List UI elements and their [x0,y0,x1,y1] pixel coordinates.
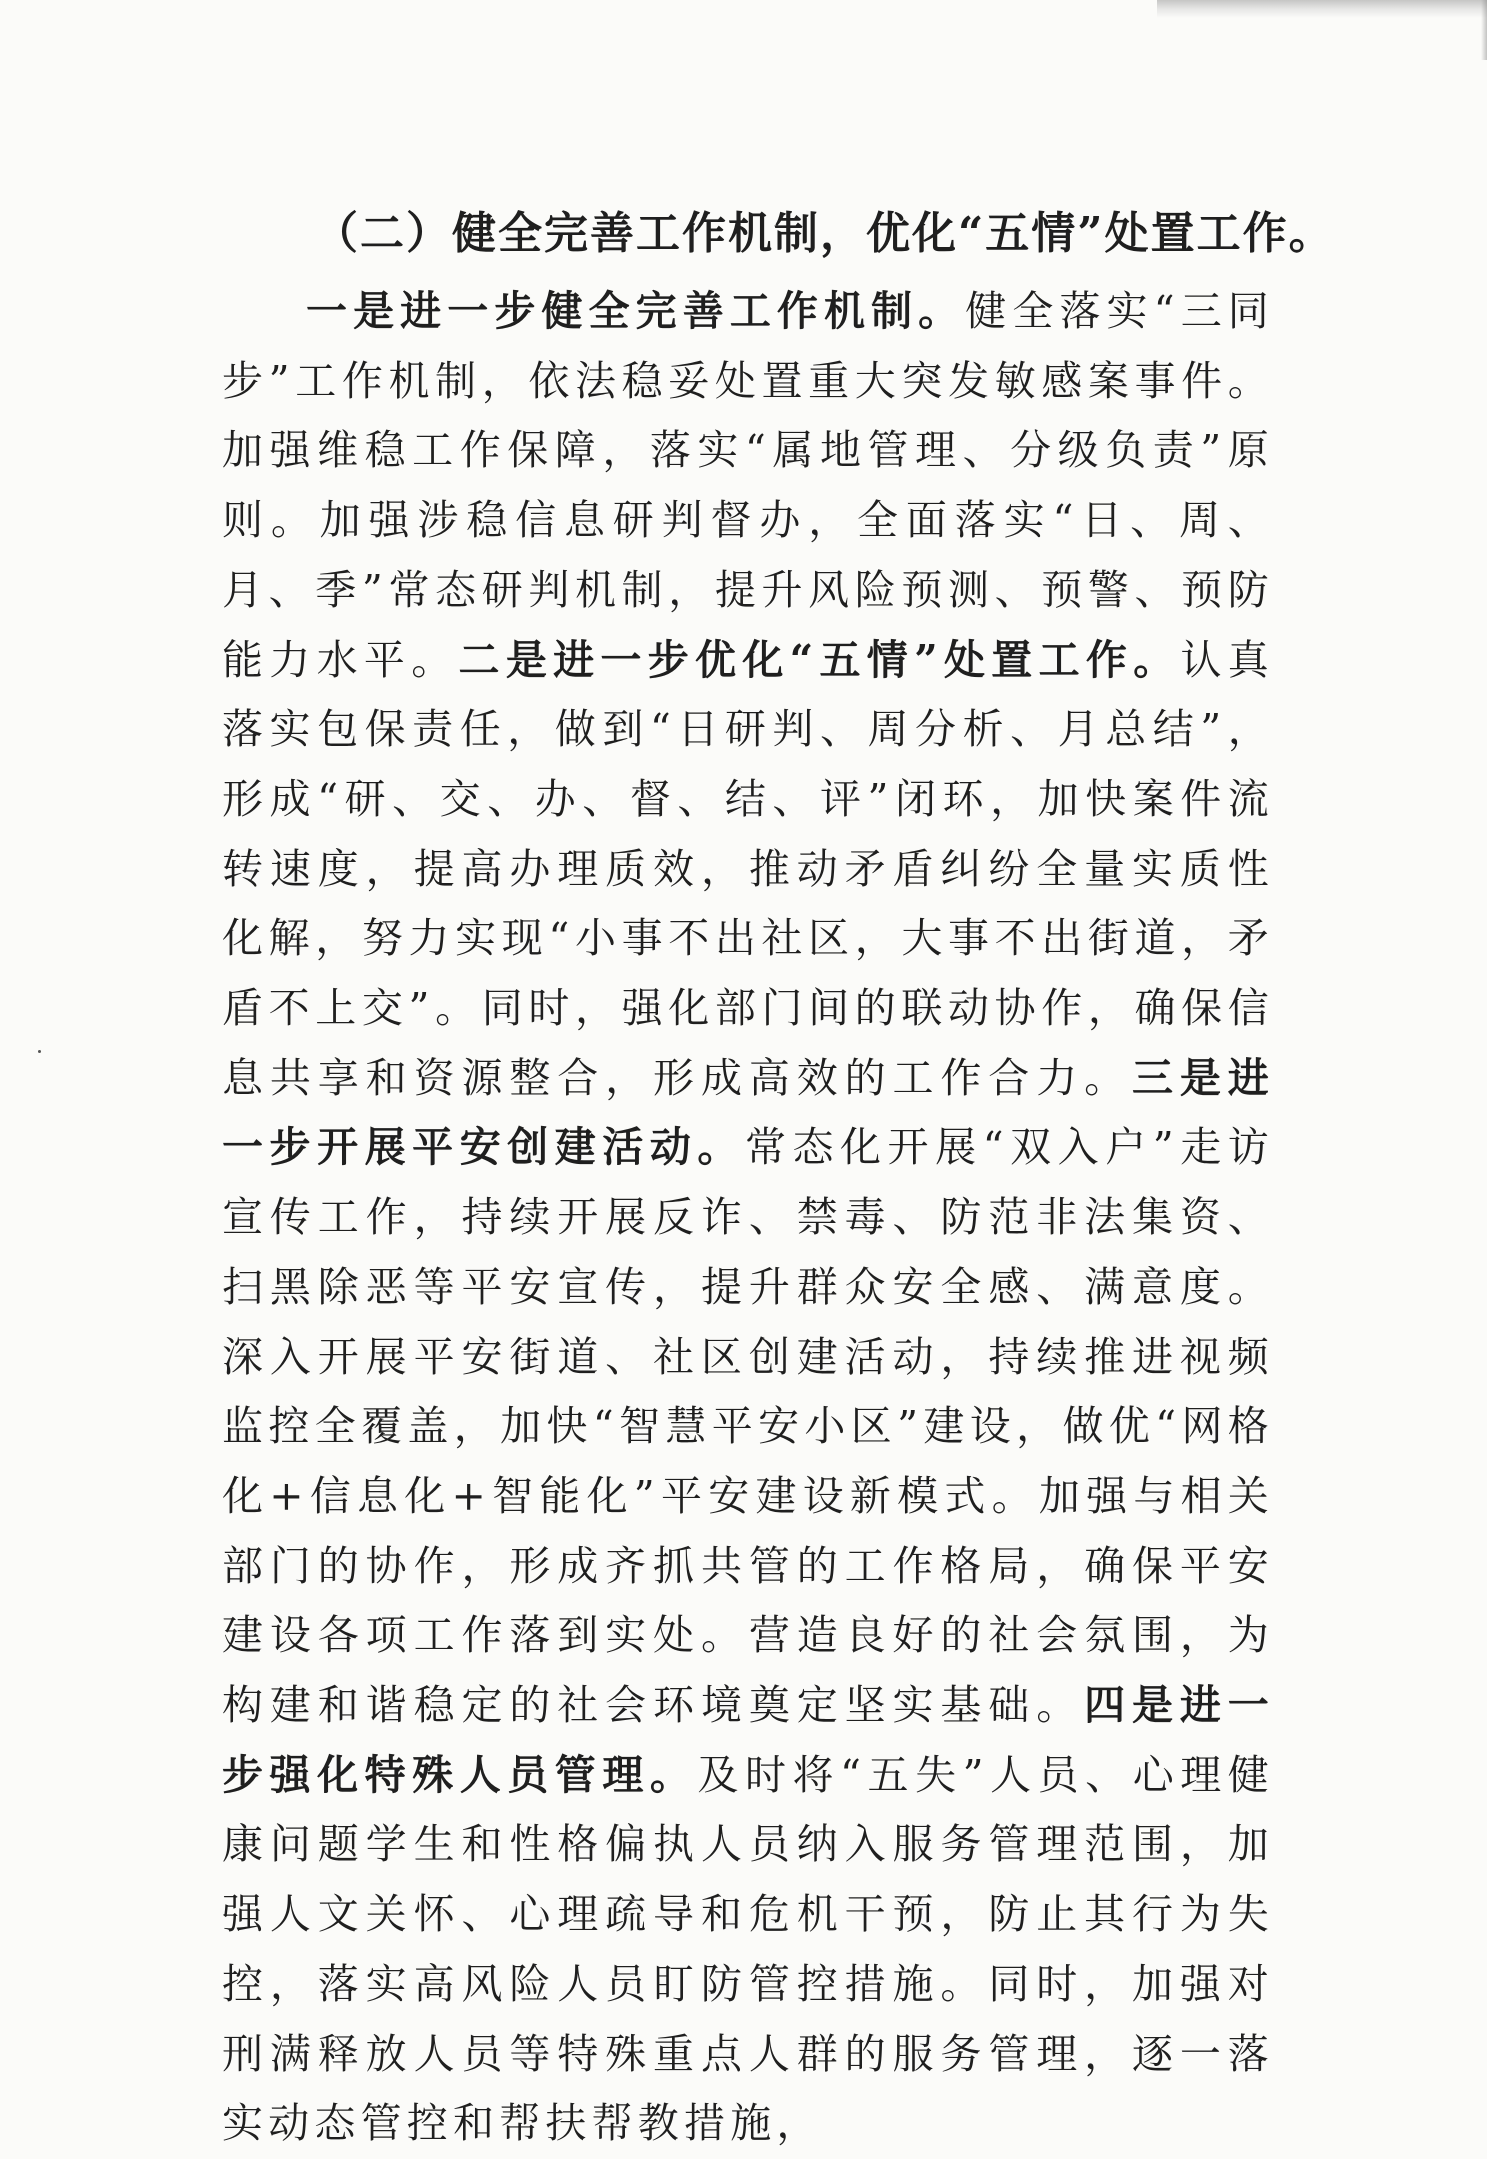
point-one-text: 健全落实“三同步”工作机制，依法稳妥处置重大突发敏感案事件。加强维稳工作保障，落实“属地管理、分级负责”原则。加强涉稳信息研判督办，全面落实“日、周、月、季”常态研判机制，提升风险预测、预警、预防能力水平。 [222,287,1274,684]
scan-speck [38,1050,41,1053]
point-two-text: 认真落实包保责任，做到“日研判、周分析、月总结”，形成“研、交、办、督、结、评”闭环，加快案件流转速度，提高办理质效，推动矛盾纠纷全量实质性化解，努力实现“小事不出社区，大事不出街道，矛盾不上交”。同时，强化部门间的联动协作，确保信息共享和资源整合，形成高效的工作合力。 [222,635,1275,1102]
scan-shadow-top-edge [1157,0,1487,18]
point-two-title: 二是进一步优化“五情”处置工作。 [458,635,1181,684]
point-four-text: 及时将“五失”人员、心理健康问题学生和性格偏执人员纳入服务管理范围，加强人文关怀、心理疏导和危机干预，防止其行为失控，落实高风险人员盯防管控措施。同时，加强对刑满释放人员等特殊重点人群的服务管理，逐一落实动态管控和帮扶帮教措施， [222,1750,1274,2148]
section-heading: （二）健全完善工作机制，优化“五情”处置工作。 [314,208,1335,259]
document-page [222,205,1335,2159]
point-one-title: 一是进一步健全完善工作机制。 [306,287,966,335]
point-three-text: 常态化开展“双入户”走访宣传工作，持续开展反诈、禁毒、防范非法集资、扫黑除恶等平安宣传，提升群众安全感、满意度。深入开展平安街道、社区创建活动，持续推进视频监控全覆盖，加快“智慧平安小区”建设，做优“网格化+信息化+智能化”平安建设新模式。加强与相关部门的协作，形成齐抓共管的工作格局，确保平安建设各项工作落到实处。营造良好的社会氛围，为构建和谐稳定的社会环境奠定坚实基础。 [222,1123,1274,1730]
point-three-title: 三是进一步开展平安创建活动。 [222,1053,1274,1172]
body-paragraph [222,277,1274,2159]
point-four-title: 四是进一步强化特殊人员管理。 [222,1681,1274,1799]
scan-shadow-corner [1481,0,1487,60]
